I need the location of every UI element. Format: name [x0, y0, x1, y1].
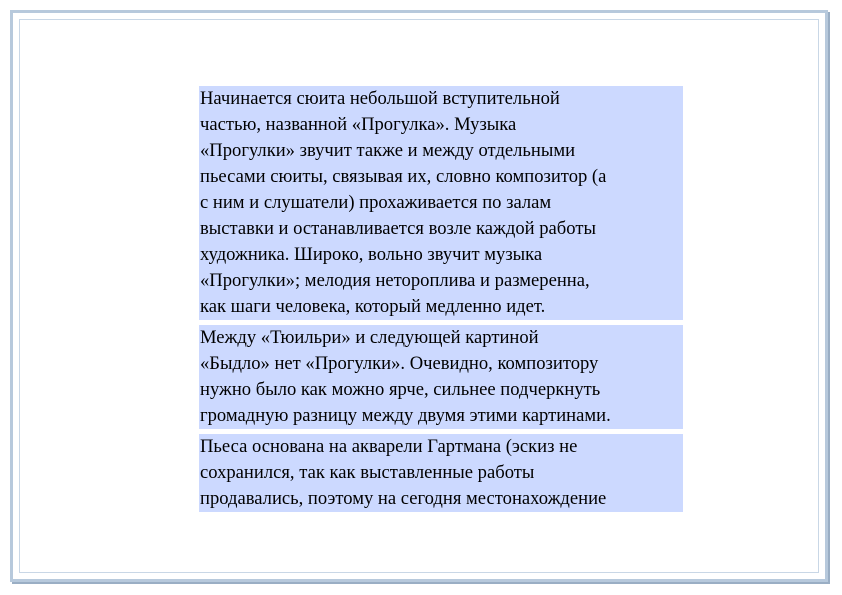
paragraph-3 — [199, 434, 683, 512]
text-box — [199, 86, 683, 517]
text-line: частью, названной «Прогулка». Музыка — [199, 112, 683, 138]
paragraph-2 — [199, 325, 683, 429]
text-line: как шаги человека, который медленно идет. — [199, 294, 683, 320]
text-line: громадную разницу между двумя этими картинами. — [199, 403, 683, 429]
text-line: Между «Тюильри» и следующей картиной — [199, 325, 683, 351]
text-line: выставки и останавливается возле каждой работы — [199, 216, 683, 242]
text-line: нужно было как можно ярче, сильнее подчеркнуть — [199, 377, 683, 403]
text-line: пьесами сюиты, связывая их, словно композитор (а — [199, 164, 683, 190]
text-line: Начинается сюита небольшой вступительной — [199, 86, 683, 112]
text-line: с ним и слушатели) прохаживается по залам — [199, 190, 683, 216]
text-line: «Прогулки»; мелодия нетороплива и размеренна, — [199, 268, 683, 294]
text-line: продавались, поэтому на сегодня местонахождение — [199, 486, 683, 512]
text-line: «Прогулки» звучит также и между отдельными — [199, 138, 683, 164]
text-line: Пьеса основана на акварели Гартмана (эскиз не — [199, 434, 683, 460]
text-line: «Быдло» нет «Прогулки». Очевидно, композитору — [199, 351, 683, 377]
text-line: художника. Широко, вольно звучит музыка — [199, 242, 683, 268]
paragraph-1 — [199, 86, 683, 320]
text-line: сохранился, так как выставленные работы — [199, 460, 683, 486]
